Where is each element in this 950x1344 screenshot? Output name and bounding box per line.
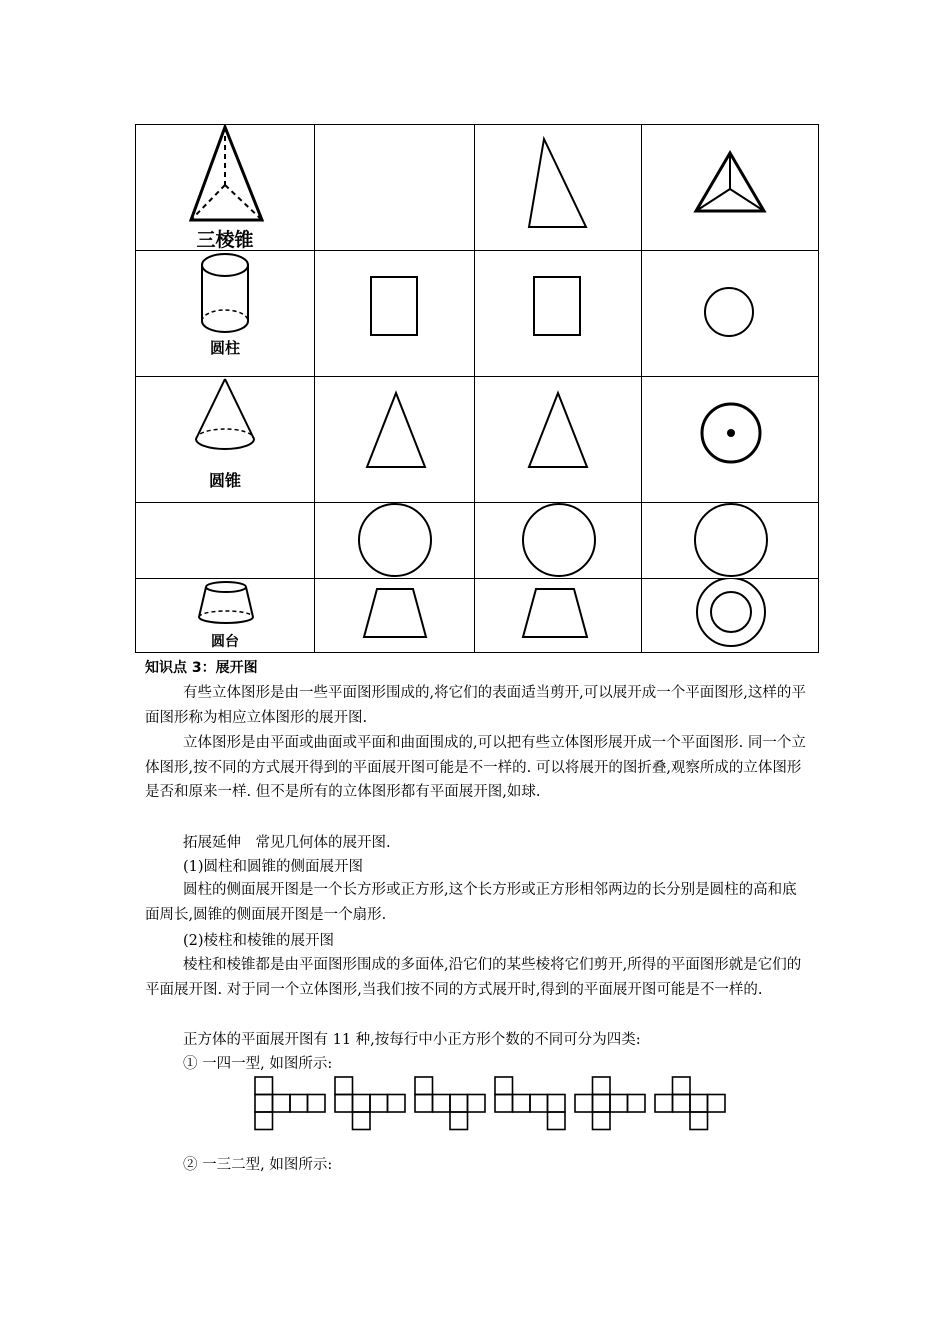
side-view-cell (475, 377, 642, 503)
solid-cell (136, 125, 315, 251)
paragraph: ② 一三二型, 如图所示: (183, 1157, 333, 1173)
paragraph: 有些立体图形是由一些平面图形围成的,将它们的表面适当剪开,可以展开成一个平面图形,这样的平面图形称为相应立体图形的展开图. (145, 685, 806, 726)
front-view-cell (315, 125, 475, 251)
paragraph: 拓展延伸 常见几何体的展开图. (183, 835, 391, 851)
side-view-cell (475, 251, 642, 377)
front-view-cell (315, 251, 475, 377)
net-square (468, 1095, 486, 1113)
solid-name: 三棱锥 (196, 229, 254, 251)
table-row (136, 377, 819, 503)
net-square (628, 1095, 646, 1113)
side-view-cell (475, 579, 642, 653)
trapezoid-icon (475, 579, 642, 653)
net-square (255, 1112, 273, 1130)
paragraph: 正方体的平面展开图有 11 种,按每行中小正方形个数的不同可分为四类: (183, 1032, 641, 1048)
side-view-cell (475, 125, 642, 251)
net-square (335, 1077, 353, 1095)
front-view-cell (315, 579, 475, 653)
net-square (353, 1095, 371, 1113)
front-view-cell (315, 503, 475, 579)
cube-net (335, 1077, 405, 1130)
net-square (353, 1112, 371, 1130)
paragraph: ① 一四一型, 如图所示: (183, 1056, 333, 1072)
net-square (690, 1095, 708, 1113)
solid-cell (136, 579, 315, 653)
section-heading: 知识点 3：展开图 (145, 660, 258, 676)
triangle-icon (475, 125, 642, 251)
net-square (433, 1095, 451, 1113)
net-square (415, 1077, 433, 1095)
net-square (308, 1095, 326, 1113)
net-square (450, 1112, 468, 1130)
net-square (655, 1095, 673, 1113)
circle-with-center-dot-icon (642, 377, 819, 503)
solid-name: 圆锥 (208, 471, 241, 490)
paragraph: 立体图形是由平面或曲面或平面和曲面围成的,可以把有些立体图形展开成一个平面图形. 同一个立体图形,按不同的方式展开得到的平面展开图可能是不一样的. 可以将展开的图折叠,观察所成的立体图形是否和原来一样. 但不是所有的立体图形都有平面展开图,如球. (145, 735, 806, 800)
table-row (136, 125, 819, 251)
paragraph: (1)圆柱和圆锥的侧面展开图 (183, 859, 364, 875)
net-square (415, 1095, 433, 1113)
front-view-cell (315, 377, 475, 503)
top-view-cell (642, 579, 819, 653)
solid-cell (136, 503, 315, 579)
net-square (273, 1095, 291, 1113)
net-square (495, 1095, 513, 1113)
cube-net (655, 1077, 725, 1130)
net-square (370, 1095, 388, 1113)
net-square (450, 1095, 468, 1113)
paragraph: 圆柱的侧面展开图是一个长方形或正方形,这个长方形或正方形相邻两边的长分别是圆柱的高和底面周长,圆锥的侧面展开图是一个扇形. (145, 882, 797, 923)
rectangle-icon (475, 251, 642, 377)
cube-nets-figure (254, 1076, 734, 1131)
circle-icon (642, 251, 819, 377)
three-views-table (135, 124, 819, 653)
net-square (575, 1095, 593, 1113)
cylinder-icon (136, 251, 315, 377)
circle-icon (315, 503, 475, 579)
top-view-cell (642, 251, 819, 377)
net-square (548, 1112, 566, 1130)
table-row (136, 251, 819, 377)
net-square (548, 1095, 566, 1113)
net-square (495, 1077, 513, 1095)
paragraph: 棱柱和棱锥都是由平面图形围成的多面体,沿它们的某些棱将它们剪开,所得的平面图形就是它们的平面展开图. 对于同一个立体图形,当我们按不同的方式展开时,得到的平面展开图可能是不一样的. (145, 957, 802, 998)
net-square (290, 1095, 308, 1113)
net-square (593, 1077, 611, 1095)
cube-net (495, 1077, 565, 1130)
triangle-icon (475, 377, 642, 503)
net-square (673, 1095, 691, 1113)
table-row (136, 579, 819, 653)
net-square (335, 1095, 353, 1113)
net-square (255, 1077, 273, 1095)
concentric-circles-icon (642, 579, 819, 653)
net-square (690, 1112, 708, 1130)
cube-net (415, 1077, 485, 1130)
side-view-cell (475, 503, 642, 579)
solid-name: 圆台 (211, 634, 239, 650)
solid-name: 圆柱 (209, 339, 240, 357)
net-square (708, 1095, 726, 1113)
triangle-with-center-lines-icon (642, 125, 819, 251)
table-row (136, 503, 819, 579)
cube-net (255, 1077, 325, 1130)
circle-icon (475, 503, 642, 579)
net-square (388, 1095, 406, 1113)
trapezoid-icon (315, 579, 475, 653)
net-square (530, 1095, 548, 1113)
net-square (673, 1077, 691, 1095)
rectangle-icon (315, 251, 475, 377)
paragraph: (2)棱柱和棱锥的展开图 (183, 933, 335, 949)
top-view-cell (642, 503, 819, 579)
net-square (513, 1095, 531, 1113)
solid-cell (136, 251, 315, 377)
cube-net (575, 1077, 645, 1130)
top-view-cell (642, 377, 819, 503)
solid-cell (136, 377, 315, 503)
net-square (255, 1095, 273, 1113)
triangle-icon (315, 377, 475, 503)
net-square (610, 1095, 628, 1113)
net-square (593, 1112, 611, 1130)
top-view-cell (642, 125, 819, 251)
circle-icon (642, 503, 819, 579)
net-square (593, 1095, 611, 1113)
